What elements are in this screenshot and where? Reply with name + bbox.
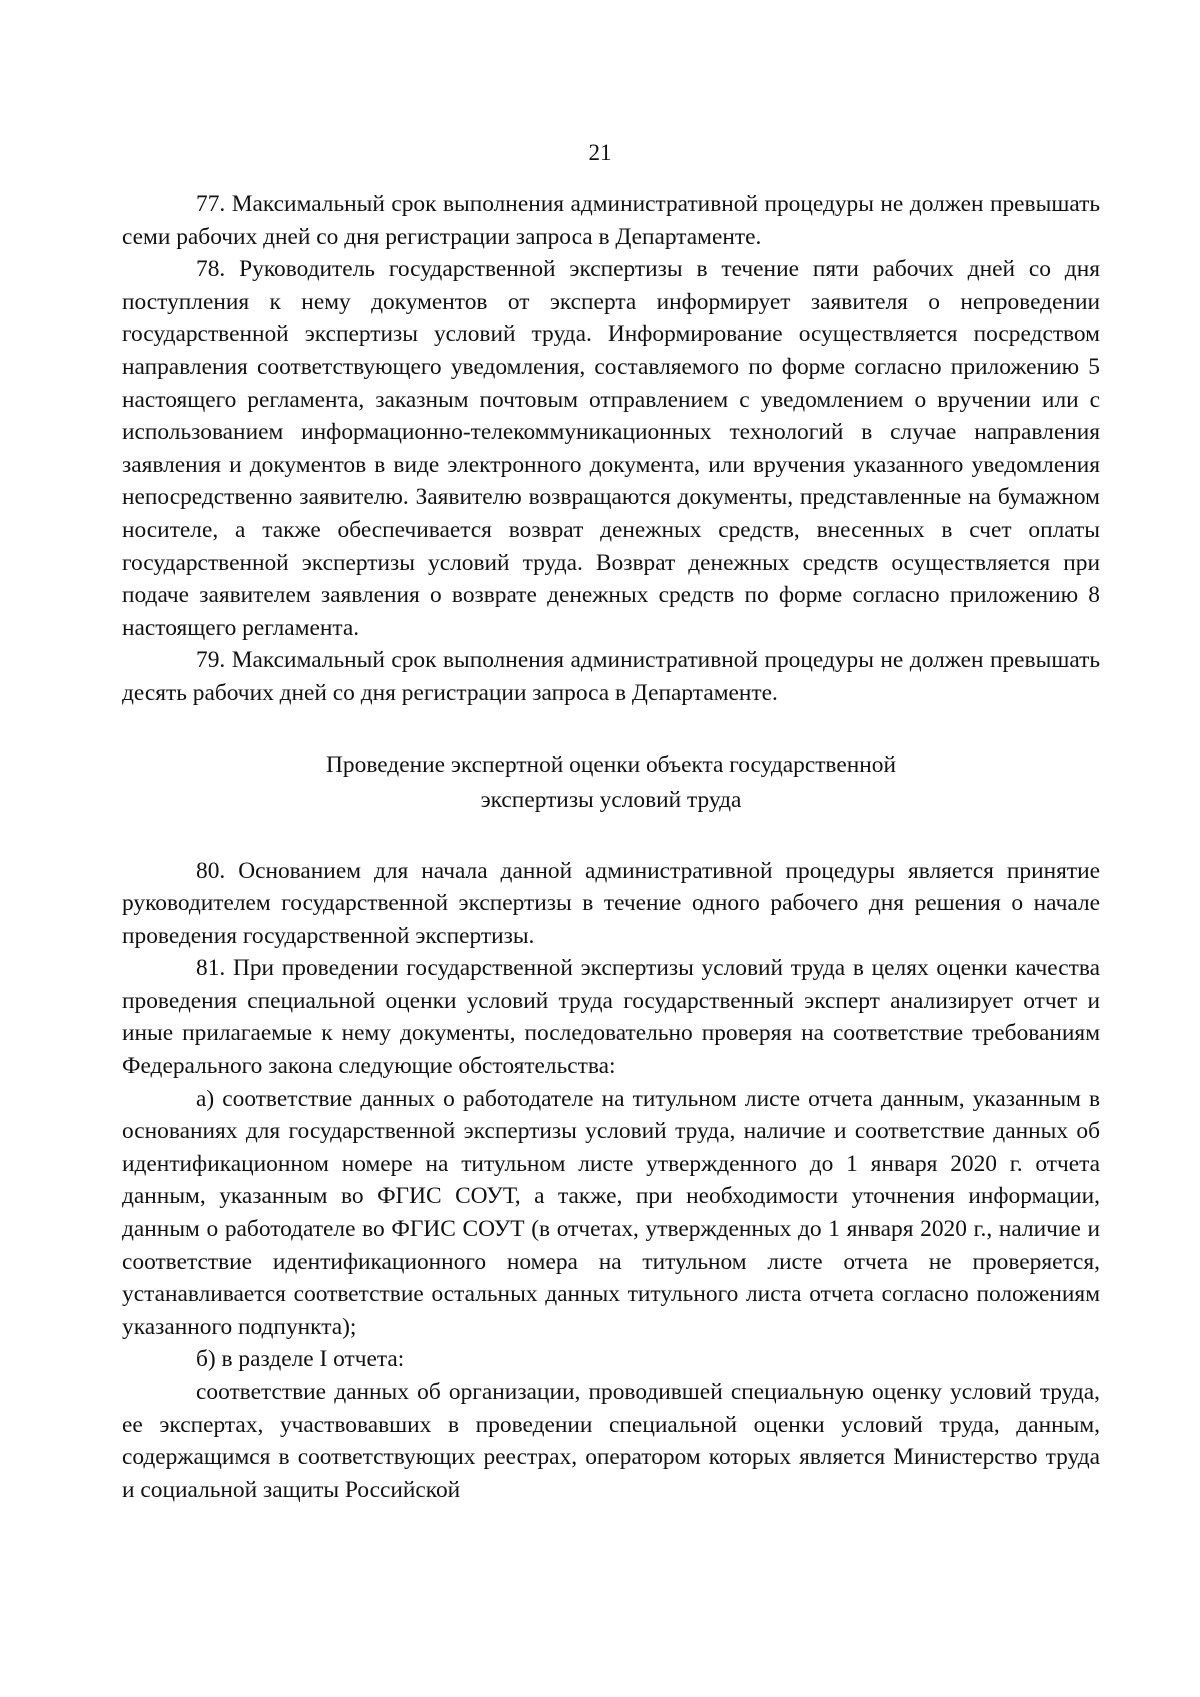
document-body <box>122 188 1100 1506</box>
subparagraph-a: а) соответствие данных о работодателе на титульном листе отчета данным, указанным в основаниях для государственной экспертизы условий труда, наличие и соответствие данных об идентификационном номере на титульном листе утвержденного до 1 января 2020 г. отчета данным, указанным во ФГИС СОУТ, а также, при необходимости уточнения информации, данным о работодателе во ФГИС СОУТ (в отчетах, утвержденных до 1 января 2020 г., наличие и соответствие идентификационного номера на титульном листе отчета не проверяется, устанавливается соответствие остальных данных титульного листа отчета согласно положениям указанного подпункта); <box>122 1085 1100 1340</box>
page-number: 21 <box>588 140 612 165</box>
section-heading-line-2: экспертизы условий труда <box>480 786 742 813</box>
paragraph-81: 81. При проведении государственной экспертизы условий труда в целях оценки качества проведения специальной оценки условий труда государственный эксперт анализирует отчет и иные прилагаемые к нему документы, последовательно проверяя на соответствие требованиям Федерального закона следующие обстоятельства: <box>122 955 1100 1080</box>
section-heading <box>122 748 1100 818</box>
paragraph-78: 78. Руководитель государственной экспертизы в течение пяти рабочих дней со дня поступления к нему документов от эксперта информирует заявителя о непроведении государственной экспертизы условий труда. Информирование осуществляется посредством направления соответствующего уведомления, составляемого по форме согласно приложению 5 настоящего регламента, заказным почтовым отправлением с уведомлением о вручении или с использованием информационно-телекоммуникационных технологий в случае направления заявления и документов в виде электронного документа, или вручения указанного уведомления непосредственно заявителю. Заявителю возвращаются документы, представленные на бумажном носителе, а также обеспечивается возврат денежных средств, внесенных в счет оплаты государственной экспертизы условий труда. Возврат денежных средств осуществляется при подаче заявителем заявления о возврате денежных средств по форме согласно приложению 8 настоящего регламента. <box>122 256 1100 641</box>
section-heading-line-1: Проведение экспертной оценки объекта государственной <box>326 751 896 778</box>
paragraph-77: 77. Максимальный срок выполнения административной процедуры не должен превышать семи рабочих дней со дня регистрации запроса в Департаменте. <box>122 191 1100 250</box>
subparagraph-b-item-1: соответствие данных об организации, проводившей специальную оценку условий труда, ее экспертах, участвовавших в проведении специальной оценки условий труда, данным, содержащимся в соответствующих реестрах, оператором которых является Министерство труда и социальной защиты Российской <box>122 1379 1100 1503</box>
subparagraph-b: б) в разделе I отчета: <box>196 1346 405 1373</box>
paragraph-80: 80. Основанием для начала данной административной процедуры является принятие руководителем государственной экспертизы в течение одного рабочего дня решения о начале проведения государственной экспертизы. <box>122 857 1100 949</box>
paragraph-79: 79. Максимальный срок выполнения административной процедуры не должен превышать десять рабочих дней со дня регистрации запроса в Департаменте. <box>122 647 1100 706</box>
